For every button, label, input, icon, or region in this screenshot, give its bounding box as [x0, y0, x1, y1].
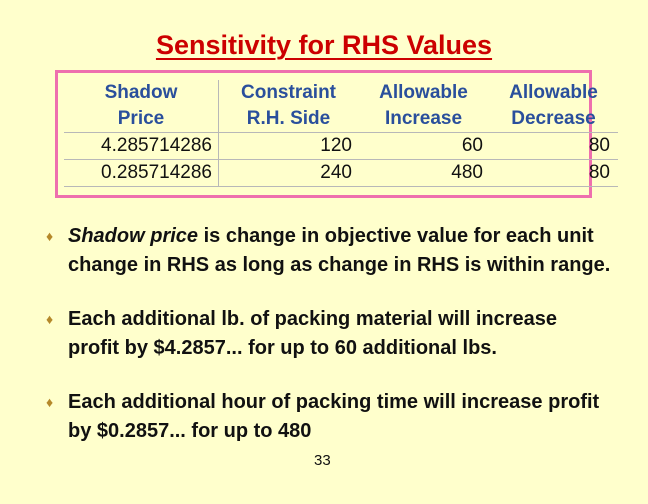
header-allowable-decrease [489, 80, 618, 133]
header-line: R.H. Side [246, 108, 331, 129]
diamond-bullet-icon: ♦ [46, 228, 54, 244]
bullet-text: Each additional lb. of packing material will increase profit by $4.2857... for up to 60 additional lbs. [68, 308, 558, 359]
header-allowable-increase [358, 80, 489, 133]
header-line: Shadow [104, 82, 178, 103]
table-cell: 60 [358, 133, 489, 160]
diamond-bullet-icon: ♦ [46, 311, 54, 327]
table-cell: 4.285714286 [64, 133, 219, 160]
header-line: Constraint [241, 82, 336, 103]
header-constraint-rhs [219, 80, 359, 133]
bullet-emphasis: Shadow price [68, 225, 199, 247]
bullet-text: is change in objective value for each unit change in RHS as long as change in RHS is within range. [68, 225, 611, 276]
page-number: 33 [314, 452, 331, 469]
bullet-text: Each additional hour of packing time will increase profit by $0.2857... for up to 480 [68, 391, 600, 442]
table-cell: 240 [219, 160, 359, 187]
table-header-row [64, 80, 618, 133]
sensitivity-table [64, 80, 618, 187]
header-line: Price [117, 108, 165, 129]
header-line: Allowable [509, 82, 598, 103]
header-shadow-price [64, 80, 219, 133]
table-cell: 80 [489, 160, 618, 187]
bullet-list [46, 222, 612, 471]
diamond-bullet-icon: ♦ [46, 394, 54, 410]
bullet-item [46, 222, 612, 280]
table-cell: 120 [219, 133, 359, 160]
bullet-item [46, 305, 612, 363]
table-cell: 480 [358, 160, 489, 187]
header-line: Decrease [511, 108, 596, 129]
table-row [64, 160, 618, 187]
header-line: Allowable [379, 82, 468, 103]
table-cell: 80 [489, 133, 618, 160]
bullet-item [46, 388, 612, 446]
header-line: Increase [384, 108, 463, 129]
slide-title: Sensitivity for RHS Values [155, 30, 493, 60]
table-row [64, 133, 618, 160]
table-cell: 0.285714286 [64, 160, 219, 187]
